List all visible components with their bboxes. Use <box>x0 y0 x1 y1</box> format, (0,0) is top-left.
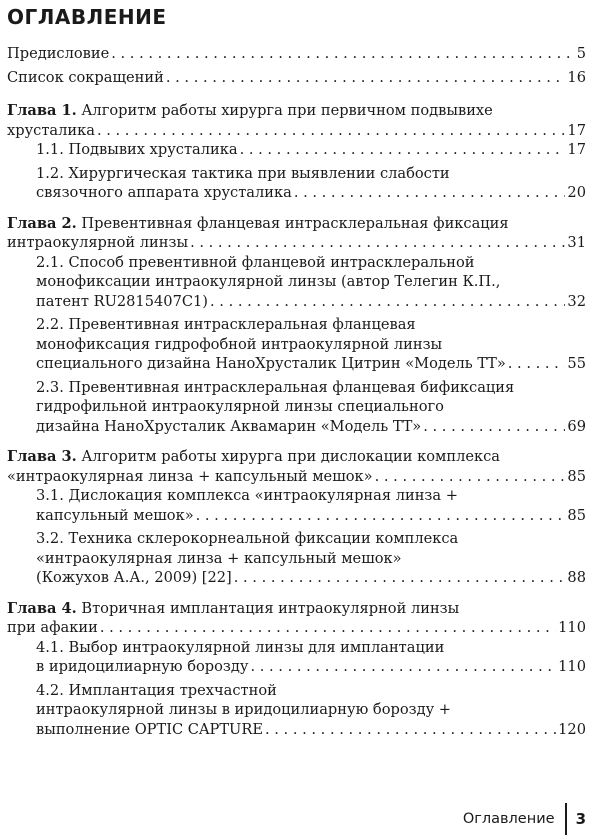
entry-page: 17 <box>567 141 586 158</box>
entry-title-line: капсульный мешок» <box>36 506 194 524</box>
entry-title-line: Превентивная фланцевая интрасклеральная фиксация <box>81 214 509 232</box>
entry-title-line: дизайна НаноХрусталик Аквамарин «Модель ТТ» <box>36 417 422 435</box>
entry-title-line: гидрофильной интраокулярной линзы специального <box>36 398 444 415</box>
entry-page: 5 <box>576 45 586 62</box>
entry-page: 32 <box>567 292 586 310</box>
entry-title-line: 4.2. Имплантация трехчастной <box>36 681 277 699</box>
chapter-label: Глава 1. <box>7 102 77 119</box>
toc-section-2-2[interactable] <box>36 315 586 374</box>
toc-chapter-3[interactable] <box>7 447 586 486</box>
running-footer-title: Оглавление <box>462 811 555 827</box>
entry-title-line: монофиксации интраокулярной линзы (автор Телегин К.П., <box>36 273 501 290</box>
dot-leader <box>166 68 566 88</box>
page-number: 3 <box>575 810 586 828</box>
dot-leader <box>265 720 556 740</box>
dot-leader <box>375 467 566 487</box>
entry-page: 88 <box>567 569 586 586</box>
toc-section-4-1[interactable] <box>36 638 586 677</box>
toc-entry-preface[interactable] <box>7 44 586 64</box>
page-title: ОГЛАВЛЕНИЕ <box>7 5 167 29</box>
entry-title-line: 3.1. Дислокация комплекса «интраокулярная линза + <box>36 487 458 504</box>
toc-section-1-2[interactable] <box>36 164 586 203</box>
dot-leader <box>210 292 565 312</box>
entry-page: 85 <box>567 506 586 524</box>
entry-page: 85 <box>567 467 586 485</box>
entry-page: 55 <box>567 355 586 372</box>
entry-title-line: 3.2. Техника склерокорнеальной фиксации комплекса <box>36 530 459 547</box>
toc-section-2-3[interactable] <box>36 378 586 437</box>
page-footer <box>463 803 586 835</box>
entry-title-line: 2.3. Превентивная интрасклеральная фланцевая бификсация <box>36 378 515 396</box>
toc-section-2-1[interactable] <box>36 253 586 312</box>
toc-entry-abbreviations[interactable] <box>7 68 586 88</box>
dot-leader <box>234 568 566 588</box>
entry-title-line: интраокулярной линзы в иридоцилиарную борозду + <box>36 701 452 718</box>
entry-title-line: 4.1. Выбор интраокулярной линзы для имплантации <box>36 638 445 656</box>
entry-title-line: 2.1. Способ превентивной фланцевой интрасклеральной <box>36 253 475 271</box>
entry-title-line: в иридоцилиарную борозду <box>36 658 249 675</box>
dot-leader <box>97 121 565 141</box>
toc-section-3-2[interactable] <box>36 529 586 588</box>
entry-title-line: специального дизайна НаноХрусталик Цитрин «Модель ТТ» <box>36 355 506 372</box>
entry-title-line: патент RU2815407C1) <box>36 292 209 310</box>
entry-page: 20 <box>567 184 586 201</box>
entry-title-line: монофиксация гидрофобной интраокулярной линзы <box>36 335 443 353</box>
entry-title-line: 1.2. Хирургическая тактика при выявлении слабости <box>36 164 450 182</box>
toc-section-3-1[interactable] <box>36 486 586 525</box>
chapter-label: Глава 4. <box>7 599 77 617</box>
entry-title-line: выполнение OPTIC CAPTURE <box>36 720 263 738</box>
entry-title-line: связочного аппарата хрусталика <box>36 184 292 201</box>
toc-chapter-2[interactable] <box>7 214 586 253</box>
table-of-contents <box>7 44 586 739</box>
entry-title-line: интраокулярной линзы <box>7 234 189 251</box>
toc-chapter-4[interactable] <box>7 599 586 638</box>
entry-title-line: 2.2. Превентивная интрасклеральная фланцевая <box>36 316 416 333</box>
footer-divider <box>565 803 567 835</box>
dot-leader <box>508 354 566 374</box>
entry-page: 120 <box>558 720 586 738</box>
dot-leader <box>250 657 556 677</box>
dot-leader <box>190 233 565 253</box>
entry-title-line: «интраокулярная линза + капсульный мешок» <box>36 549 402 567</box>
entry-page: 110 <box>558 658 586 675</box>
entry-title: 1.1. Подвывих хрусталика <box>36 141 238 158</box>
entry-page: 110 <box>558 619 586 636</box>
entry-title-line: Вторичная имплантация интраокулярной линзы <box>81 599 460 617</box>
chapter-label: Глава 3. <box>7 448 77 465</box>
entry-title-line: при афакии <box>7 619 98 636</box>
entry-title-line: Алгоритм работы хирурга при первичном подвывихе <box>81 102 493 119</box>
toc-chapter-1[interactable] <box>7 101 586 140</box>
entry-page: 16 <box>567 68 586 86</box>
toc-section-1-1[interactable] <box>36 140 586 160</box>
dot-leader <box>111 44 574 64</box>
entry-page: 17 <box>567 121 586 139</box>
entry-title-line: хрусталика <box>7 121 95 139</box>
toc-section-4-2[interactable] <box>36 681 586 740</box>
dot-leader <box>100 618 556 638</box>
entry-page: 69 <box>567 417 586 435</box>
entry-page: 31 <box>567 234 586 251</box>
dot-leader <box>196 506 566 526</box>
entry-title: Предисловие <box>7 45 110 62</box>
entry-title-line: Алгоритм работы хирурга при дислокации комплекса <box>81 448 500 465</box>
chapter-label: Глава 2. <box>7 214 77 232</box>
entry-title-line: «интраокулярная линза + капсульный мешок» <box>7 467 373 485</box>
dot-leader <box>240 140 566 160</box>
entry-title-line: (Кожухов А.А., 2009) [22] <box>36 569 232 586</box>
dot-leader <box>294 183 566 203</box>
dot-leader <box>423 417 565 437</box>
entry-title: Список сокращений <box>7 68 164 86</box>
